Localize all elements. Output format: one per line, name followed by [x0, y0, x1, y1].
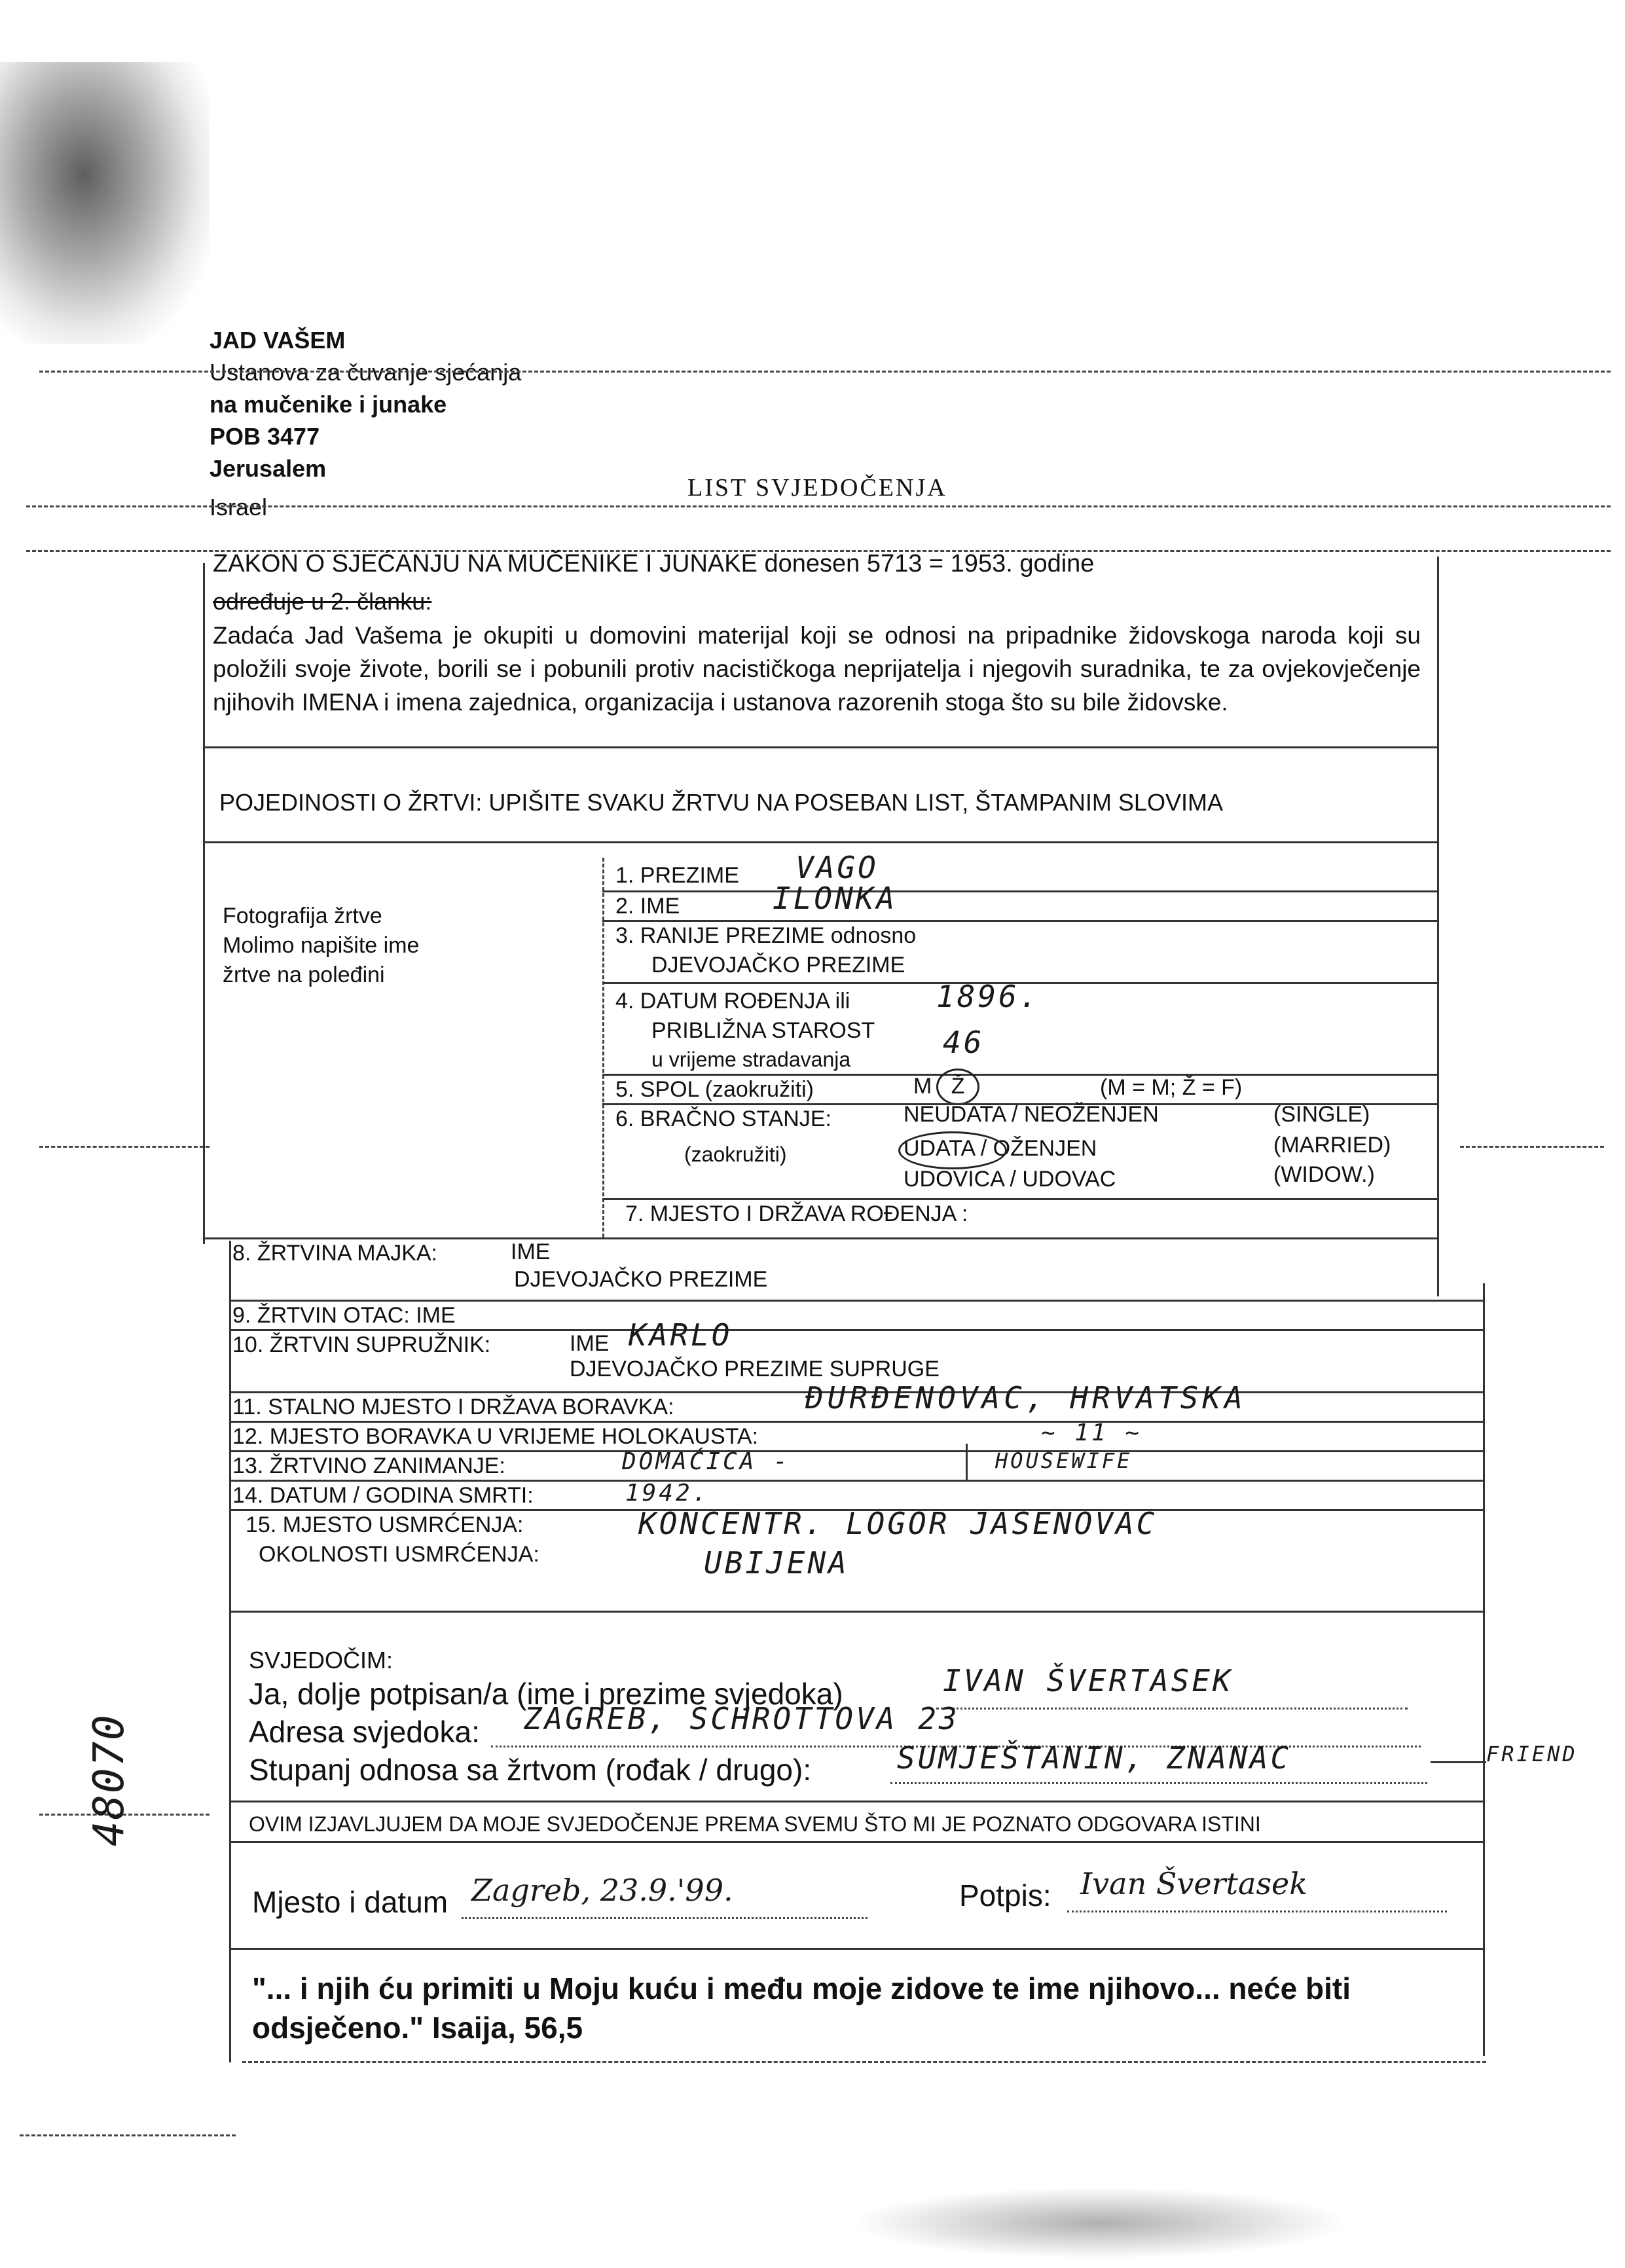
spouse-value: KARLO: [629, 1317, 733, 1353]
surname-value: VAGO: [795, 850, 879, 885]
occupation-value: DOMAĆICA -: [622, 1448, 790, 1475]
maiden-label-line2: DJEVOJAČKO PREZIME: [651, 953, 905, 978]
address-line: Jerusalem: [210, 455, 327, 482]
scan-dash-line: [39, 371, 1611, 373]
mother-maiden-label: DJEVOJAČKO PREZIME: [514, 1267, 768, 1292]
place-date-value: Zagreb, 23.9.'99.: [471, 1873, 733, 1908]
place-value: KONCENTR. LOGOR JASENOVAC: [638, 1506, 1158, 1541]
quote-line1: "... i njih ću primiti u Moju kuću i među moje zidove te ime njihovo... neće biti: [252, 1971, 1351, 2005]
witness-relation-en: FRIEND: [1486, 1742, 1578, 1766]
circ-label: OKOLNOSTI USMRĆENJA:: [259, 1542, 539, 1567]
victim-header: POJEDINOSTI O ŽRTVI: UPIŠITE SVAKU ŽRTVU NA POSEBAN LIST, ŠTAMPANIM SLOVIMA: [219, 789, 1223, 816]
witness-address-label: Adresa svjedoka:: [249, 1715, 480, 1749]
marital-label: 6. BRAČNO STANJE:: [615, 1107, 831, 1131]
sex-legend: (M = M; Ž = F): [1100, 1075, 1243, 1100]
divider: [229, 1329, 1483, 1331]
quote-line2: odsječeno." Isaija, 56,5: [252, 2011, 583, 2045]
relation-arrow-line: [1431, 1761, 1486, 1763]
maiden-label-line1: 3. RANIJE PREZIME odnosno: [615, 923, 917, 948]
scan-dash-line: [26, 505, 1611, 507]
witness-address-value: ZAGREB, SCHROTTOVA 23: [524, 1701, 960, 1736]
divider: [229, 1450, 1483, 1452]
surname-label: 1. PREZIME: [615, 863, 739, 888]
marital-en-widow: (WIDOW.): [1273, 1162, 1375, 1187]
address-line: Israel: [210, 494, 268, 521]
form-border-right-lower: [1483, 1283, 1485, 2056]
form-border-right: [1437, 557, 1439, 1296]
divider: [203, 746, 1437, 748]
name-label: 2. IME: [615, 894, 680, 919]
death-value: 1942.: [625, 1480, 710, 1507]
death-label: 14. DATUM / GODINA SMRTI:: [232, 1483, 534, 1508]
mother-name-label: IME: [511, 1239, 551, 1264]
marital-sub: (zaokružiti): [684, 1143, 787, 1166]
name-value: ILONKA: [773, 881, 898, 916]
form-border-left-lower: [229, 1241, 231, 2062]
address-line: JAD VAŠEM: [210, 327, 346, 354]
scan-dash-line: [1460, 1146, 1604, 1148]
law-line1: ZAKON O SJEĆANJU NA MUČENIKE I JUNAKE donesen 5713 = 1953. godine: [213, 550, 1095, 577]
divider: [229, 1841, 1483, 1843]
father-label: 9. ŽRTVIN OTAC: IME: [232, 1303, 456, 1328]
signature-value: Ivan Švertasek: [1080, 1866, 1308, 1901]
margin-archive-number: 48070: [85, 1713, 134, 1846]
witness-name-label: Ja, dolje potpisan/a (ime i prezime svjedoka): [249, 1677, 843, 1711]
holocaust-value: ~ 11 ~: [1041, 1419, 1142, 1446]
declaration: OVIM IZJAVLJUJEM DA MOJE SVJEDOČENJE PREMA SVEMU ŠTO MI JE POZNATO ODGOVARA ISTINI: [249, 1812, 1261, 1836]
divider: [229, 1480, 1483, 1482]
marital-en-married: (MARRIED): [1273, 1133, 1391, 1158]
spouse-label: 10. ŽRTVIN SUPRUŽNIK:: [232, 1332, 491, 1357]
dob-value: 1896.: [936, 979, 1040, 1014]
form-title: LIST SVJEDOČENJA: [687, 474, 947, 502]
divider: [229, 1801, 1483, 1802]
photo-caption-line1: Fotografija žrtve: [223, 904, 382, 928]
marital-selection-circle: [898, 1131, 1007, 1169]
scan-smudge-bottom: [851, 2187, 1349, 2259]
form-border-bottom: [242, 2061, 1486, 2063]
occupation-label: 13. ŽRTVINO ZANIMANJE:: [232, 1454, 505, 1478]
occupation-en: HOUSEWIFE: [995, 1448, 1133, 1473]
divider: [602, 1074, 1437, 1076]
dob-label-line3: u vrijeme stradavanja: [651, 1048, 851, 1071]
dotted-line: [462, 1917, 867, 1919]
divider: [602, 920, 1437, 922]
scan-dash-line: [39, 1146, 210, 1148]
sex-selection-circle: [936, 1069, 979, 1105]
divider: [203, 1237, 1437, 1239]
witness-relation-value: SUMJEŠTANIN, ZNANAC: [897, 1740, 1292, 1776]
divider: [602, 1198, 1437, 1200]
dob-label-line2: PRIBLIŽNA STAROST: [651, 1018, 875, 1043]
mother-label: 8. ŽRTVINA MAJKA:: [232, 1241, 438, 1266]
dotted-line: [890, 1782, 1427, 1784]
dotted-line: [936, 1708, 1408, 1710]
scan-dash-line: [20, 2134, 236, 2136]
photo-box-divider: [602, 858, 604, 1237]
marital-option-widow: UDOVICA / UDOVAC: [904, 1167, 1116, 1192]
witness-heading: SVJEDOČIM:: [249, 1647, 393, 1674]
marital-option-married: UDATA / OŽENJEN: [904, 1136, 1097, 1161]
marital-option-single: NEUDATA / NEOŽENJEN: [904, 1102, 1159, 1127]
sex-options: M Ž: [913, 1074, 972, 1099]
witness-relation-label: Stupanj odnosa sa žrtvom (rođak / drugo):: [249, 1753, 812, 1787]
sex-label: 5. SPOL (zaokružiti): [615, 1077, 814, 1102]
dotted-line: [1067, 1911, 1447, 1912]
law-line2: određuje u 2. članku:: [213, 588, 432, 615]
address-line: POB 3477: [210, 423, 320, 450]
divider: [229, 1421, 1483, 1423]
place-label: 15. MJESTO USMRĆENJA:: [246, 1512, 524, 1537]
address-line: na mučenike i junake: [210, 391, 447, 418]
spouse-maiden-label: DJEVOJAČKO PREZIME SUPRUGE: [570, 1357, 940, 1381]
divider: [602, 890, 1437, 892]
residence-value: ĐURĐENOVAC, HRVATSKA: [805, 1380, 1247, 1416]
circ-value: UBIJENA: [704, 1545, 849, 1581]
form-border-left: [203, 563, 205, 1244]
law-paragraph: Zadaća Jad Vašema je okupiti u domovini materijal koji se odnosi na pripadnike židovskoga naroda koji su položili svoje živote, borili se i pobunili protiv nacističkoga neprijatelja i njegovih suradnika, te za ovjekovječenje njihovih IMENA i imena zajednica, organizacija i ustanova razorenih stoga što su bile židovske.: [213, 622, 1421, 716]
divider: [229, 1611, 1483, 1613]
signature-label: Potpis:: [959, 1878, 1051, 1912]
divider: [229, 1300, 1483, 1302]
age-value: 46: [943, 1025, 985, 1060]
occupation-separator: [966, 1444, 968, 1480]
divider: [203, 841, 1437, 843]
photo-caption-line3: žrtve na poleđini: [223, 962, 385, 987]
photo-caption-line2: Molimo napišite ime: [223, 933, 420, 958]
birthplace-label: 7. MJESTO I DRŽAVA ROĐENJA :: [625, 1201, 968, 1226]
witness-name-value: IVAN ŠVERTASEK: [943, 1663, 1233, 1698]
residence-label: 11. STALNO MJESTO I DRŽAVA BORAVKA:: [232, 1395, 674, 1419]
holocaust-label: 12. MJESTO BORAVKA U VRIJEME HOLOKAUSTA:: [232, 1424, 758, 1449]
dob-label-line1: 4. DATUM ROĐENJA ili: [615, 989, 850, 1014]
address-line: Ustanova za čuvanje sjećanja: [210, 359, 522, 386]
place-date-label: Mjesto i datum: [252, 1885, 448, 1919]
scan-smudge-top: [0, 62, 210, 344]
marital-en-single: (SINGLE): [1273, 1102, 1370, 1127]
spouse-name-label: IME: [570, 1331, 610, 1356]
divider: [229, 1948, 1483, 1950]
